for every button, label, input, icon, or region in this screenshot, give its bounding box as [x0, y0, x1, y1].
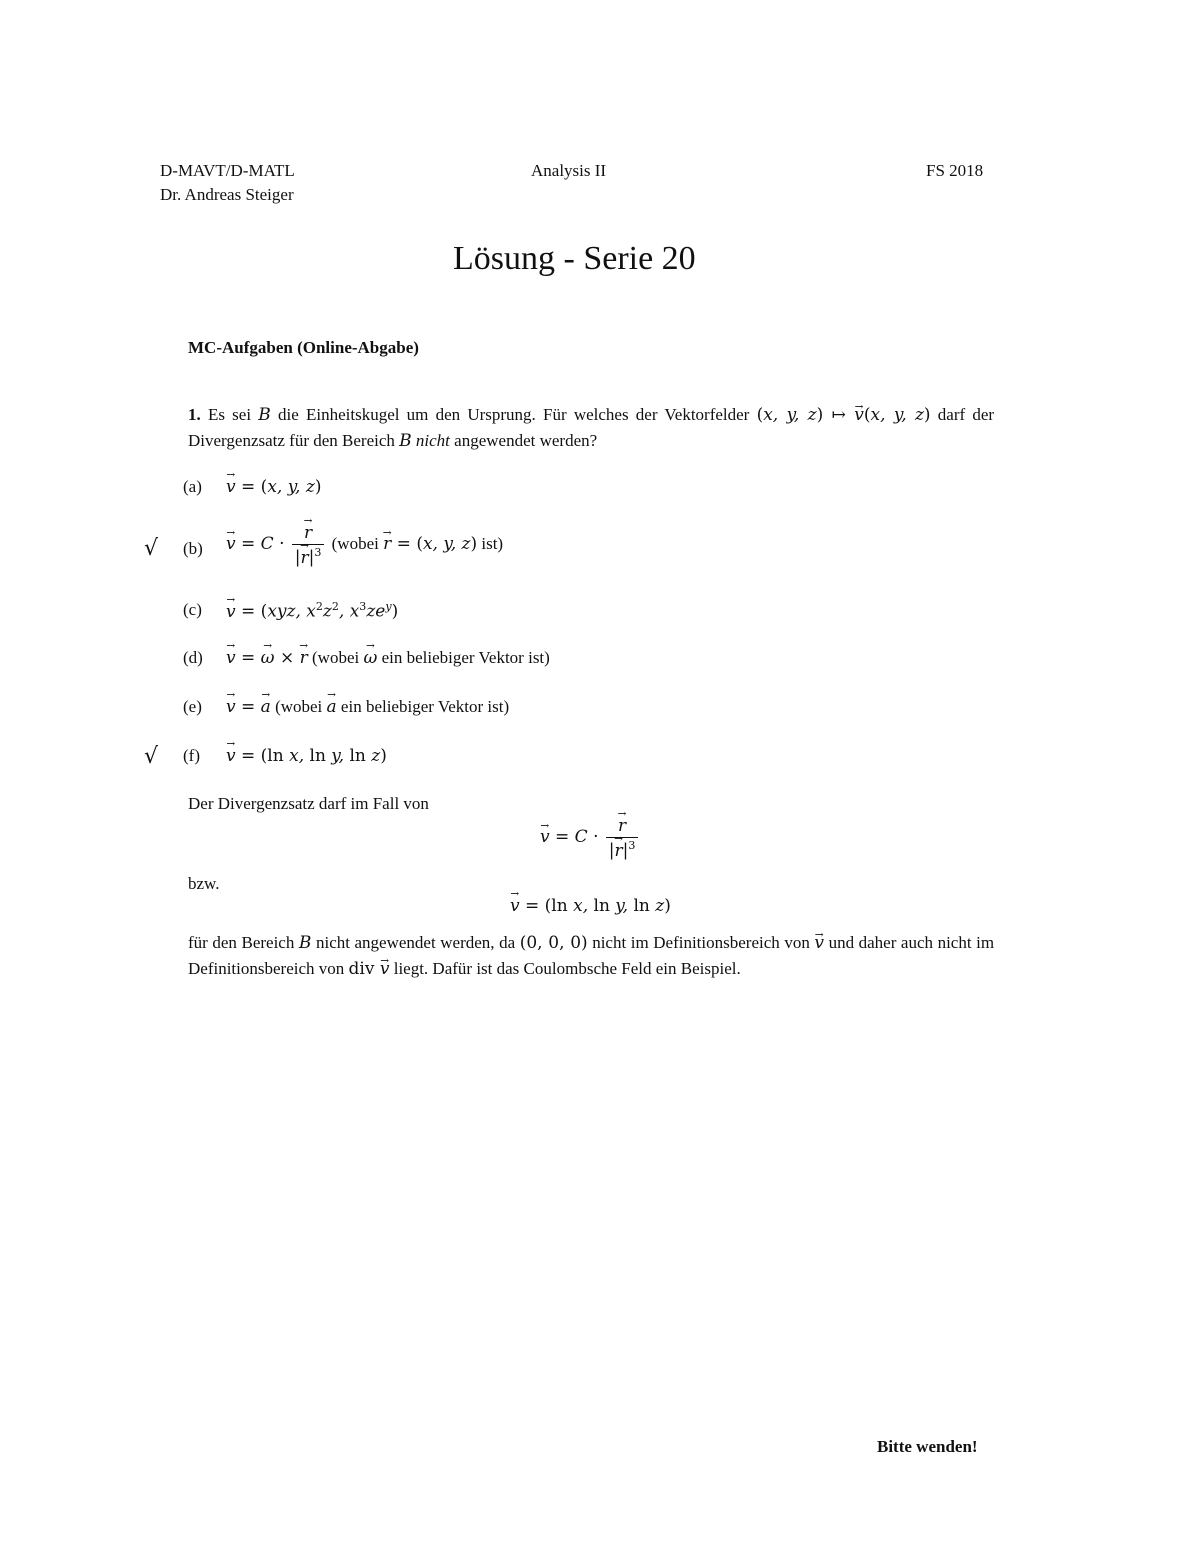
solution-intro: Der Divergenzsatz darf im Fall von: [188, 794, 429, 813]
option-b-formula: → v = C · → $\frac{r}{|\to r|^3}$ (wobei → r = (x, y, z) ist): [226, 523, 503, 568]
question-text: 1. Es sei B die Einheitskugel um den Ursprung. Für welches der Vektorfelder (x, y, z) ↦ → v(x, y, z) darf der Divergenzsatz für den Bereich B nicht angewendet werden?: [188, 402, 994, 454]
option-a: [183, 477, 202, 497]
option-label: (e): [183, 697, 202, 716]
option-c-formula: → v = (xyz, $x^2z^2$, $x^3ze^y$): [226, 600, 398, 622]
solution-formula-1: → v = C · → $\frac{r}{|\to r|^3}$: [540, 816, 641, 861]
header-course: Analysis II: [531, 161, 607, 180]
option-label: (b): [183, 539, 203, 558]
solution-text: für den Bereich B nicht angewendet werden, da (0, 0, 0) nicht im Definitionsbereich von → v und daher auch nicht im Definitionsbereich von div → v liegt. Dafür ist das Coulombsche Feld ein Beispiel.: [188, 930, 994, 982]
option-label: (a): [183, 477, 202, 496]
option-f-formula: → v = (ln x, ln y, ln z): [226, 746, 387, 766]
option-e: [183, 697, 202, 717]
option-label: (f): [183, 746, 200, 765]
check-mark-icon: √: [144, 536, 159, 561]
solution-formula-2: → v = (ln x, ln y, ln z): [510, 896, 671, 916]
footer-turn-page: Bitte wenden!: [877, 1437, 978, 1456]
question-number: 1.: [188, 405, 201, 424]
header-lecturer: Dr. Andreas Steiger: [160, 185, 294, 204]
check-mark-icon: √: [144, 744, 159, 769]
option-c: [183, 600, 202, 620]
option-label: (d): [183, 648, 203, 667]
option-d: [183, 648, 203, 668]
solution-bzw: bzw.: [188, 874, 220, 893]
section-heading: MC-Aufgaben (Online-Abgabe): [188, 338, 419, 357]
option-f: [183, 746, 200, 766]
option-b: [183, 539, 203, 559]
header-semester: FS 2018: [926, 161, 984, 180]
option-d-formula: → v = → ω × → r (wobei → ω ein beliebiger Vektor ist): [226, 648, 550, 668]
option-a-formula: → v = (x, y, z): [226, 477, 321, 497]
page-title: Lösung - Serie 20: [453, 240, 696, 277]
option-label: (c): [183, 600, 202, 619]
option-e-formula: → v = → a (wobei → a ein beliebiger Vektor ist): [226, 697, 509, 717]
header-department: D-MAVT/D-MATL: [160, 161, 295, 180]
